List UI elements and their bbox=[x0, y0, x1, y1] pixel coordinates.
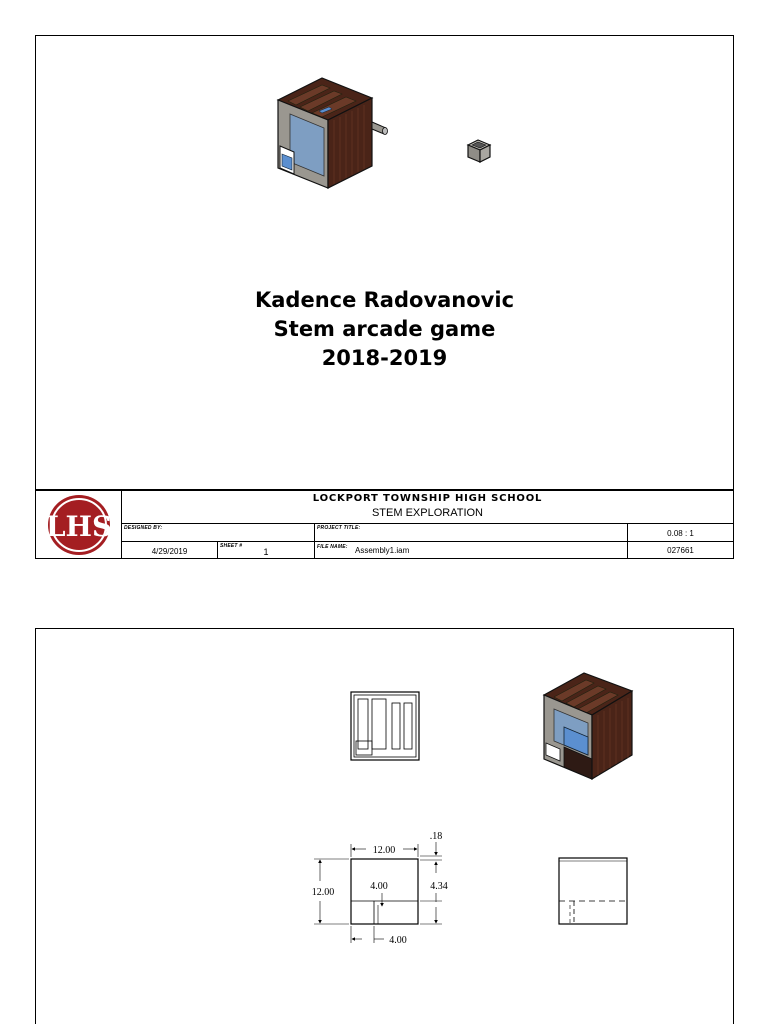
scale-cell bbox=[628, 524, 733, 542]
file-name-value: Assembly1.iam bbox=[355, 546, 410, 555]
school-logo bbox=[46, 493, 112, 557]
drawing-sheet-2 bbox=[35, 628, 734, 1024]
title-block bbox=[36, 489, 733, 561]
dim-bottom-width: 4.00 bbox=[389, 935, 407, 946]
sheet-number-cell bbox=[218, 542, 315, 559]
school-header-cell bbox=[122, 491, 733, 524]
part-number-value: 027661 bbox=[667, 546, 694, 555]
small-cube-iso-render bbox=[466, 138, 492, 164]
project-title-cell bbox=[315, 524, 628, 542]
department-name: STEM EXPLORATION bbox=[371, 507, 484, 519]
sheet-number-value: 1 bbox=[263, 547, 269, 557]
sheet-title-author: Kadence Radovanovic bbox=[254, 288, 515, 312]
scale-value: 0.08 : 1 bbox=[667, 529, 694, 538]
dim-height-left: 12.00 bbox=[311, 887, 335, 898]
logo-cell bbox=[36, 491, 122, 559]
designed-by-label: DESIGNED BY: bbox=[124, 525, 163, 531]
file-name-label: FILE NAME: bbox=[317, 544, 348, 550]
arcade-cabinet-iso-render bbox=[272, 76, 392, 191]
sheet-title-project: Stem arcade game bbox=[273, 317, 496, 341]
cabinet-iso-render-view bbox=[540, 667, 636, 783]
school-name: LOCKPORT TOWNSHIP HIGH SCHOOL bbox=[312, 493, 543, 504]
dim-width-top: 12.00 bbox=[372, 845, 396, 856]
dim-offset-top: .18 bbox=[429, 831, 443, 842]
drawing-sheet-1 bbox=[35, 35, 734, 559]
date-value: 4/29/2019 bbox=[151, 547, 188, 556]
logo-text: LHS bbox=[46, 510, 112, 543]
side-view-drawing bbox=[556, 855, 630, 927]
file-name-cell bbox=[315, 542, 628, 559]
project-title-label: PROJECT TITLE: bbox=[317, 525, 361, 531]
part-number-cell bbox=[628, 542, 733, 559]
dim-right-height: 4.34 bbox=[430, 881, 448, 892]
sheet-number-label: SHEET # bbox=[220, 543, 243, 549]
front-view-dimensioned bbox=[306, 829, 466, 953]
top-view-drawing bbox=[348, 689, 422, 763]
sheet-title-year: 2018-2019 bbox=[321, 346, 448, 370]
date-cell bbox=[122, 542, 218, 559]
dim-inner-width: 4.00 bbox=[370, 881, 388, 892]
designed-by-cell bbox=[122, 524, 315, 542]
